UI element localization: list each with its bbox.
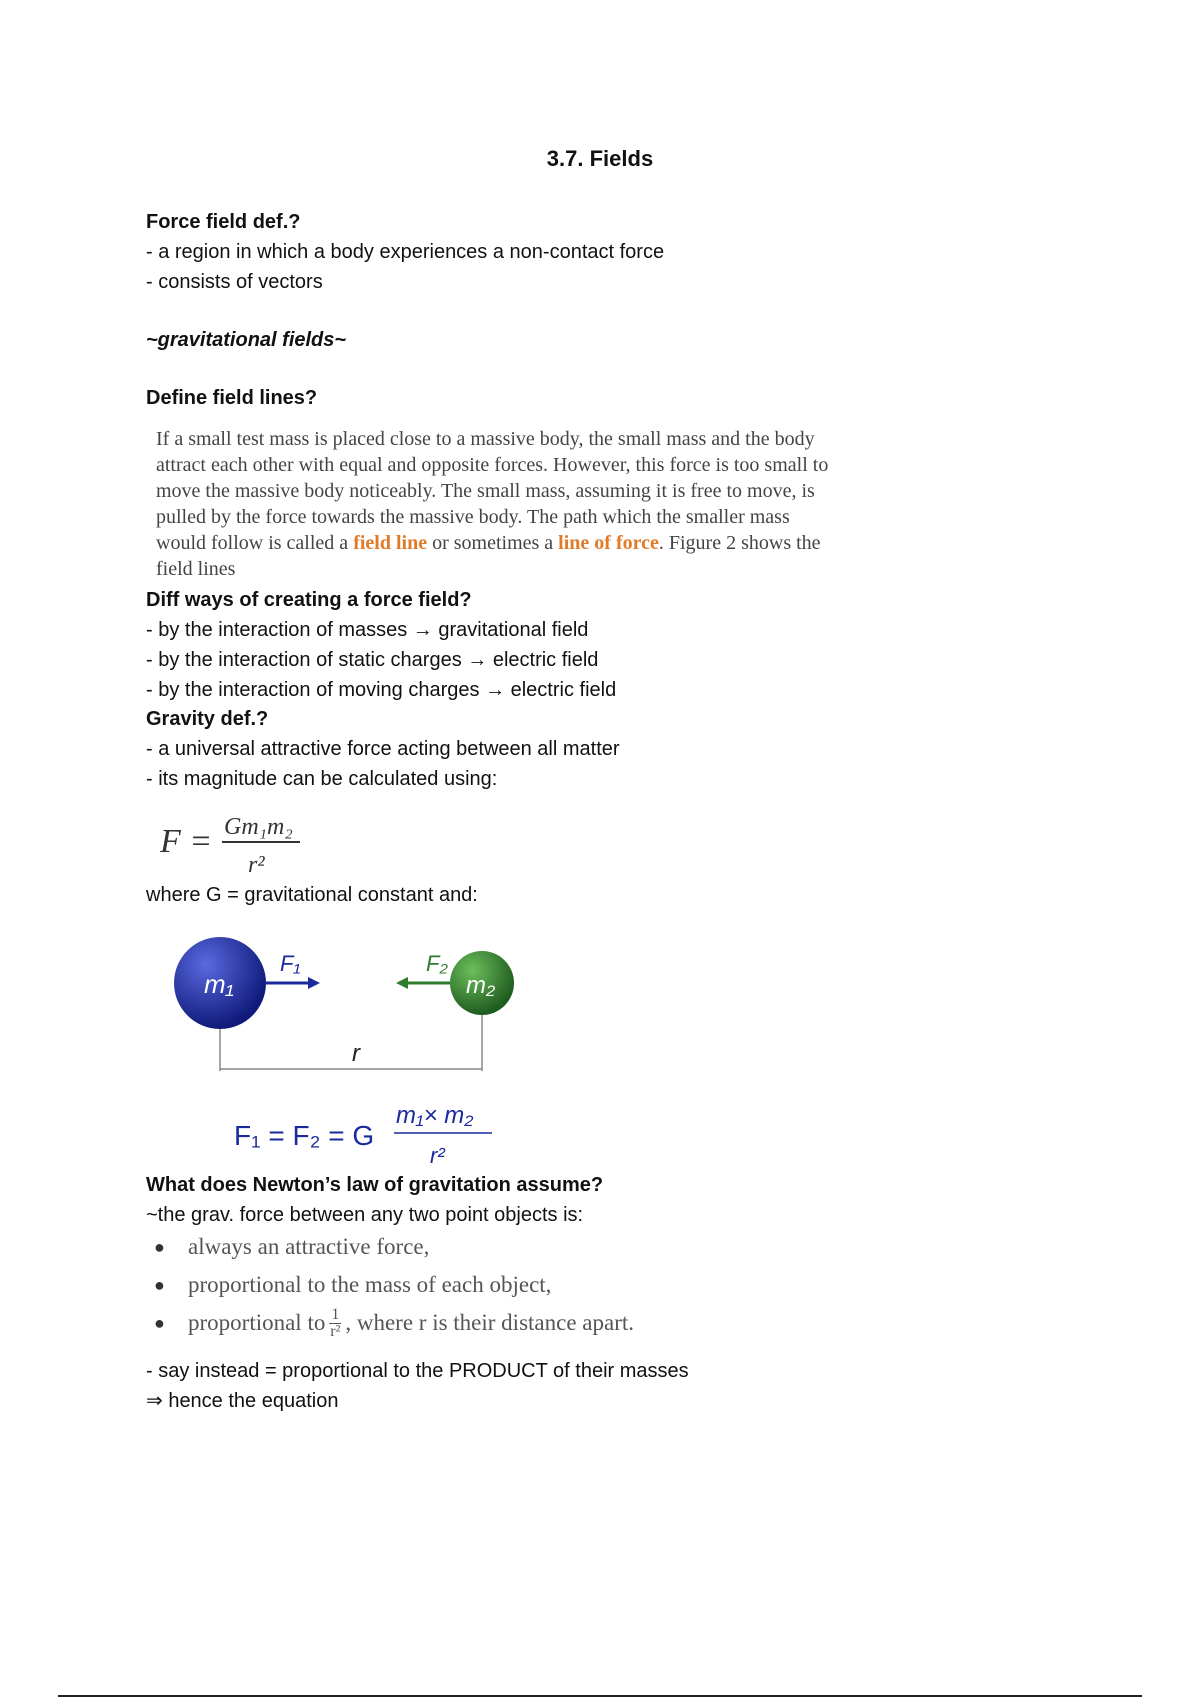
gravitational-fields-label: ~gravitational fields~ [146,329,347,351]
formula1-lhs: F = [160,823,213,860]
fraction-numerator: 1 [331,1305,340,1323]
force-field-line-1: - a region in which a body experiences a non-contact force [146,241,665,263]
newton-gravitation-formula [160,806,320,878]
assumption-text-2: proportional to the mass of each object, [188,1272,552,1297]
fraction-denominator: r² [330,1322,341,1340]
quote-part-1: If a small test mass is placed close to a massive body, the small mass and the body attract each other with equal and opposite forces. However, this force is too small to move the massive body noticeably. The small mass, assuming it is free to move, is pulled by the force towards the massive body. The path which the smaller mass would follow is called a [156,428,829,554]
distance-label: r [352,1040,360,1067]
gravity-heading: Gravity def.? [146,708,269,730]
inverse-square-fraction [329,1307,341,1340]
force-field-section [146,207,664,297]
newton-assumptions-heading: What does Newton’s law of gravitation assume? [146,1174,604,1196]
product-note-line-1: - say instead = proportional to the PRODUCT of their masses [146,1360,689,1382]
field-lines-section [146,383,317,413]
formula2-lhs: F₁ = F₂ = G [234,1120,375,1151]
force-field-creation-section [146,585,616,705]
formula1-denominator: r² [248,852,265,878]
page-title [0,146,1200,172]
assumption-text-3-pre: proportional to [188,1310,326,1335]
quote-highlight-field-line: field line [353,532,428,554]
force-1-label: F₁ [280,951,301,976]
assumption-text-1: always an attractive force, [188,1234,430,1259]
bullet-dot-icon: ● [154,1275,165,1295]
creation-line-2: - by the interaction of static charges → electric field [146,649,599,671]
product-note-line-2: ⇒ hence the equation [146,1390,339,1412]
gravity-line-2: - its magnitude can be calculated using: [146,768,498,790]
section-label [146,325,346,355]
gravity-section [146,704,620,794]
quote-part-2: or sometimes a [427,532,559,554]
bullet-dot-icon: ● [154,1313,165,1333]
mass-1-label: m₁ [204,969,234,999]
assumption-item-1 [154,1228,634,1266]
formula1-numerator: Gm₁m₂ [224,814,293,840]
assumption-item-2 [154,1266,634,1304]
assumption-item-3 [154,1304,634,1342]
formula2-numerator: m₁× m₂ [396,1102,474,1129]
bullet-dot-icon: ● [154,1237,165,1257]
creation-heading: Diff ways of creating a force field? [146,589,472,611]
where-line: where G = gravitational constant and: [146,884,478,906]
equal-forces-formula [230,1095,510,1175]
force-2-label: F₂ [426,951,448,976]
creation-line-1: - by the interaction of masses → gravitational field [146,619,589,641]
creation-line-3: - by the interaction of moving charges → electric field [146,679,617,701]
two-mass-diagram [168,935,528,1075]
force-2-arrowhead [396,977,408,989]
page-bottom-rule [58,1695,1142,1697]
force-field-line-2: - consists of vectors [146,271,323,293]
force-1-arrowhead [308,977,320,989]
quote-highlight-line-of-force: line of force [558,532,659,554]
mass-2-label: m₂ [466,972,496,999]
page-title-text: 3.7. Fields [546,146,654,171]
field-lines-quote [156,426,836,582]
assumptions-list [154,1228,634,1342]
gravity-line-1: - a universal attractive force acting between all matter [146,738,620,760]
force-field-heading: Force field def.? [146,211,301,233]
formula2-denominator: r² [430,1143,445,1168]
where-line-block [146,880,478,910]
field-lines-heading: Define field lines? [146,387,318,409]
quote-part-3: . Figure 2 shows the field lines [156,532,821,580]
newton-assumptions-section [146,1170,603,1230]
newton-assumptions-intro: ~the grav. force between any two point objects is: [146,1204,584,1226]
assumption-text-3-post: , where r is their distance apart. [345,1310,635,1335]
product-note-section [146,1356,689,1416]
